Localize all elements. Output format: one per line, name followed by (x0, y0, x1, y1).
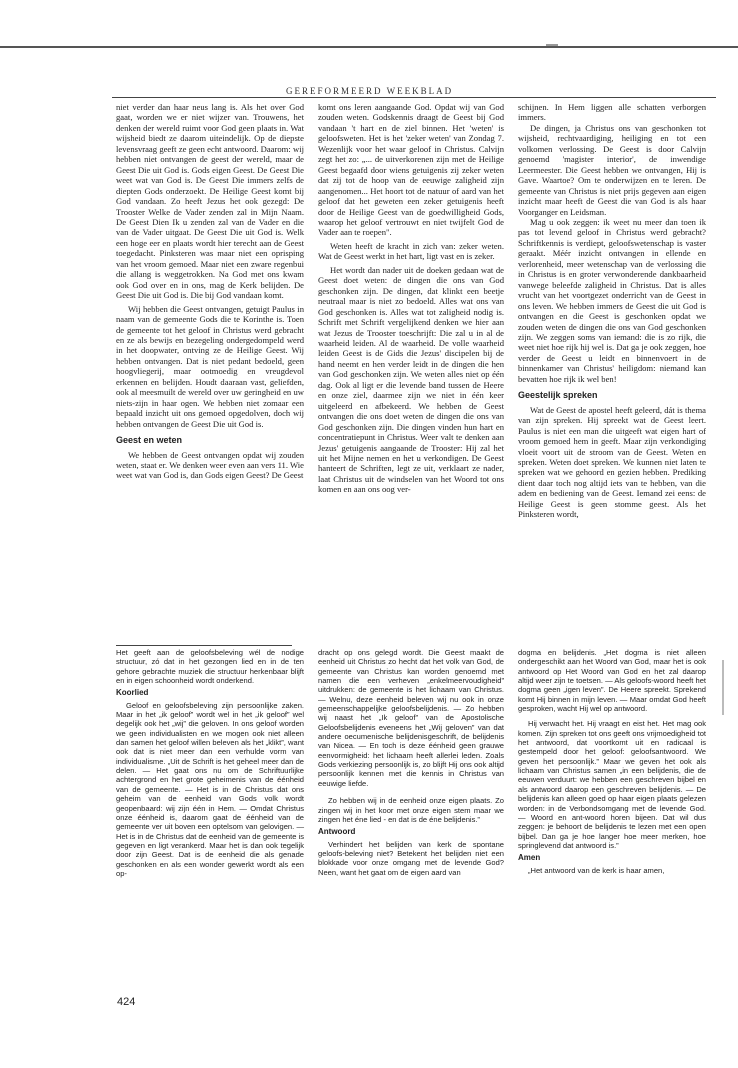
section-divider (116, 645, 292, 646)
paragraph: Hij verwacht het. Hij vraagt en eist het. Het mag ook komen. Zijn spreken tot ons geeft ons vrijmoedigheid tot het antwoord, dat voortkomt uit en radicaal is gestempeld door het geloof: geloofsantwoord. We geven het persoonlijk.” Maar we geven het ook als lichaam van Christus samen „in een belijdenis, die de eeuwen verduurt: we hebben een geschreven bijbel en als antwoord daarop een geschreven belijdenis. — De belijdenis kan alleen goed op haar eigen plaats gelezen worden: in de Verbondsomgang met de levende God. — Woord en ant-woord horen bijeen. Dat wil dus zeggen: je behoort de belijdenis te lezen met een open bijbel. Dan ga je hoe langer hoe meer merken, hoe springlevend dat antwoord is.” (518, 719, 706, 850)
paragraph: Het wordt dan nader uit de doeken gedaan wat de Geest doet weten: de dingen die ons van God geschonken zijn. De dingen, dat klinkt een beetje neutraal maar is niet zo bedoeld. Alles wat ons van God geschonken is. Alles wat tot zaligheid nodig is. Schrift met Schrift vergelijkend denken we hier aan wat Jezus de Trooster toeschrijft: Die zal u in al de waarheid leiden. Al de waarheid. De volle waarheid leiden Geest is de Gids die Jezus' discipelen bij de hand neemt en hen verder leidt in de dingen die hen van God geschonken zijn. We weten alles niet op één dag. Ook al ligt er die levende band tussen de Heere en onze ziel, daarmee zijn we niet in één keer uitgeleerd en afbekeerd. We hebben de Geest ontvangen die ons doet weten de dingen die ons van God geschonken zijn. Die dingen vinden hun hart en concentratiepunt in Christus. Weer valt te denken aan Jezus' getuigenis aangaande de Trooster: Hij zal het uit het Mijne nemen en het u verkondigen. De Geest hanteert de Schriften, legt ze uit, verklaart ze nader, laat Christus uit de windselen van het Woord tot ons komen en aan ons oog ver- (318, 264, 504, 495)
paragraph: dogma en belijdenis. „Het dogma is niet alleen ondergeschikt aan het Woord van God, maar het is ook antwoord op Het Woord van God en het zal daarop altijd weer zijn te toetsen. — Als geloofs-woord heeft het dogma geen „igen leven”. De Heere spreekt. Sprekend komt Hij binnen in mijn leven. — Maar omdat God heeft gesproken, wacht Hij wel op antwoord. (518, 648, 706, 714)
scan-mark-right (722, 660, 724, 715)
paragraph: niet verder dan haar neus lang is. Als het over God gaat, worden we er niet wijzer van. Trouwens, het denken der wereld ruimt voor God geen plaats in. Wat wijsheid biedt ze daarom uiteindelijk. Op de diepste levensvraag geeft ze geen echt antwoord. Daarom: wij hebben niet ontvangen de geest der wereld, maar de Geest Die uit God is. Gods eigen Geest. De Geest Die weet wat van God is. De Geest Die immers zelfs de diepten Gods onderzoekt. De Heilige Geest komt bij God vandaan. Zo heeft Jezus het ook gezegd: De Trooster Welke de Vader zenden zal in Mijn Naam. De Geest Dien Ik u zenden zal van de Vader en die van de Vader uitgaat. De Geest Die uit God is. Welk een hoge eer en plaats wordt hier terecht aan de Geest toegedacht. Pinksteren was maar niet een oprisping van het vroom gemoed. Maar niet een zware regenbui die allang is weggetrokken. Na God met ons kwam ook God over en in ons, mag de Kerk belijden. De Geest Die uit God is. Die bij God vandaan komt. (116, 102, 304, 301)
header-rule (112, 97, 716, 98)
lower-column-3 (518, 648, 706, 875)
paragraph: „Het antwoord van de kerk is haar amen, (528, 865, 665, 875)
page-top-edge (0, 46, 738, 48)
lower-column-2 (318, 648, 504, 877)
section-heading: Geestelijk spreken (518, 390, 598, 401)
paragraph: We hebben de Geest ontvangen opdat wij zouden weten, staat er. We denken weer even aan vers 11. Wie weet wat van God is, dan Gods eigen Geest? De Geest (116, 449, 304, 481)
article-column-2 (318, 102, 504, 495)
paragraph: Het geeft aan de geloofsbeleving wél de nodige structuur, zó dat in het gezongen lied en in de ten gehore gebrachte muziek die structuur herkenbaar blijft en in eigen schoonheid wordt onderkend. (116, 648, 304, 686)
paragraph: Geloof en geloofsbeleving zijn persoonlijke zaken. Maar in het „ik geloof” wordt wel in het „ik geloof” wel degelijk ook het „wij” die geloven. In ons geloof worden we geen individualisten en we mogen ook niet alleen dan samen het geloof willen beleven als het „klikt”, want ook dat is niet meer dan een verhulde vorm van individualisme. „Uit de Schrift is het geheel meer dan de delen. — Het gaat ons nu om de Schriftuurlijke achtergrond en het grote geheimenis van de éénheid van de gemeente. — Het is in de Christus dat ons geheim van de eenheid van Gods volk wordt geopenbaard: wij zijn één in Hem. — Omdat Christus onze éénheid is, daarom gaat de éénheid van de gemeente ver uit boven een optelsom van gelovigen. — Het is in de Christus dat de eenheid van de gemeente is gegeven en ligt verankerd. Maar het is dan ook tegelijk door zijn Geest. Dat is de eenheid die als genade geschonken en als een wonder gewerkt wordt als een op- (116, 700, 304, 878)
article-column-1 (116, 102, 304, 481)
section-heading: Amen (518, 853, 541, 863)
paragraph: Verhindert het belijden van kerk de spontane geloofs-beleving niet? Betekent het belijden niet een blokkade voor onze omgang met de levende God? Neen, want het gaat om de eigen aard van (318, 839, 504, 877)
paragraph: Weten heeft de kracht in zich van: zeker weten. Wat de Geest werkt in het hart, ligt vast en is zeker. (318, 240, 504, 262)
scan-mark (546, 44, 558, 46)
paragraph: dracht op ons gelegd wordt. Die Geest maakt de eenheid uit Christus zo hecht dat het volk van God, de gemeente van Christus kan worden genoemd met namen die een verheven „enkelmeervoudigheid” uitdrukken: de gemeente is het lichaam van Christus. — Welnu, deze eenheid beleven wij nu ook in onze gemeenschappelijke geloofsbelijdenis. — Zo hebben wij naast het „Ik geloof” van de Apostolische Geloofsbelijdenis eveneens het „Wij geloven” van dat andere oecumenische belijdenisgeschrift, de belijdenis van Nicea. — En toch is deze éénheid geen grauwe eenvormigheid: het lichaam heeft allerlei leden. Zoals Gods verkiezing persoonlijk is, zo blijft Hij ons ook altijd persoonlijk kennen met die kennis in Christus van eeuwige liefde. (318, 648, 504, 788)
section-heading: Antwoord (318, 827, 356, 837)
paragraph: Wij hebben die Geest ontvangen, getuigt Paulus in naam van de gemeente Gods die te Korinthe is. Toen de gemeente tot het geloof in Christus werd gebracht en ze als bewijs en bezegeling ondergedompeld werd in het doopwater, ontving ze de Heilige Geest. Wij hebben ontvangen. Dat is niet pedant bedoeld, geen hoogvliegerij, maar ootmoedig en vreugdevol erkennen en belijden. Houdt daaraan vast, geliefden, ook al meesmuilt de wereld over uw geringheid en uw niets-zijn in haar ogen. We hebben niet zomaar een bepaald inzicht uit ons gemoed opgedolven, doch wij hebben ontvangen de Geest Die uit God is. (116, 303, 304, 429)
paragraph: komt ons leren aangaande God. Opdat wij van God zouden weten. Godskennis draagt de Geest bij God vandaan 't hart en de ziel binnen. Het 'weten' is geloofsweten. Het is het 'zeker weten' van Zondag 7. Wezenlijk voor het waar geloof in Christus. Calvijn zegt het zo: „... de uitverkorenen zijn met de Heilige Geest begaafd door wiens getuigenis zij zeker weten dat zij tot de hoop van de eeuwige zaligheid zijn aangenomen... Het hoort tot de natuur of aard van het geloof dat het geweten een zeker getuigenis heeft door de Heilige Geest van de goedwilligheid Gods, waarop het geloof vertrouwt en niet twijfelt God de Vader aan te roepen". (318, 102, 504, 238)
page-number: 424 (117, 996, 136, 1008)
article-column-3 (518, 102, 706, 520)
lower-column-1 (116, 648, 304, 878)
section-heading: Geest en weten (116, 435, 183, 446)
paragraph: Mag u ook zeggen: ik weet nu meer dan toen ik pas tot levend geloof in Christus werd gebracht? Schriftkennis is verdiept, geloofswetenschap is vaster geraakt. Méér inzicht ontvangen in ellende en verlorenheid, meer wetenschap van de verlossing die in Christus is en groter verwonderende dankbaarheid vanwege beleefde zaligheid in Christus. Dat is alles vrucht van het voortgezet onderricht van de Geest in ons leven. We hebben immers de Geest die uit God is ontvangen en die Geest is geschonken opdat we zouden weten de dingen die ons van God geschonken zijn. We zeggen soms van iemand: die is zo rijk, die weet niet hoe rijk hij wel is. Dat ga je ook zeggen, hoe verder de Geest u leidt en binnenvoert in de binnenkamer van Christus' heiligdom: niemand kan bevatten hoe rijk ik wel ben! (518, 216, 706, 384)
paragraph: schijnen. In Hem liggen alle schatten verborgen immers. (518, 102, 706, 123)
section-heading: Koorlied (116, 688, 149, 698)
paragraph: Wat de Geest de apostel heeft geleerd, dát is thema van zijn spreken. Hij spreekt wat de Geest leert. Paulus is niet een man die uitgeeft wat eigen hart of vroom gemoed hem in geeft. Maar zijn verkondiging vloeit voort uit de stroom van de Geest. Weten en spreken. Weten doet spreken. We kunnen niet laten te spreken wat we gehoord en gezien hebben. Prediking dient daar toch nog altijd iets van te hebben, van die adem en bediening van de Geest. Iemand zei eens: de Heilige Geest is geen stomme geest. Als het Pinksteren wordt, (518, 404, 706, 520)
running-header: GEREFORMEERD WEEKBLAD (286, 86, 454, 96)
paragraph: De dingen, ja Christus ons van geschonken tot wijsheid, rechtvaardiging, heiliging en tot een volkomen verlossing. De Geest is door Calvijn genoemd 'magister interior', de inwendige Leermeester. Die Geest hebben we ontvangen, Hij is Gave. Waartoe? Om te onderwijzen en te leren. De gemeente van Christus is niet prijs gegeven aan eigen inzicht maar heeft de Geest die van God is als haar Voorganger en Leidsman. (518, 122, 706, 217)
paragraph: Zo hebben wij in de eenheid onze eigen plaats. Zo zingen wij in het koor met onze eigen stem maar we zingen het éne lied - en dat is de éne belijdenis.” (318, 796, 504, 824)
